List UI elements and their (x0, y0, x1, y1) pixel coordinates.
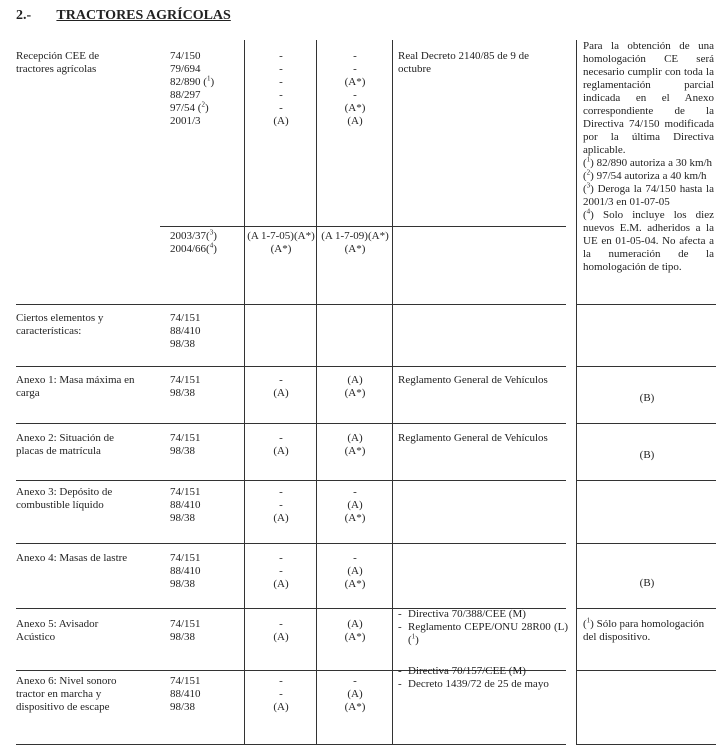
directive-number: 98/38 (170, 701, 196, 713)
col-b-mark: (A) (347, 499, 363, 511)
col-b-mark: (A*) (344, 243, 366, 255)
directive-number: 82/890 ($^1$) (170, 74, 215, 88)
column-rule (392, 40, 393, 744)
directive-number: 88/410 (170, 565, 201, 577)
row-subject: Ciertos elementos y (16, 312, 104, 324)
regulation-text: Reglamento General de Vehículos (398, 374, 548, 386)
directive-number: 2001/3 (170, 115, 201, 127)
row-subject: carga (16, 387, 40, 399)
col-a-mark: - (279, 102, 283, 114)
col-b-mark: (A*) (344, 631, 366, 643)
col-a-mark: - (279, 565, 283, 577)
col-a-mark: (A) (273, 512, 289, 524)
row-rule (576, 670, 716, 671)
col-b-mark: (A) (347, 565, 363, 577)
directive-number: 74/151 (170, 552, 201, 564)
col-b-mark: (A) (347, 115, 363, 127)
col-a-mark: - (279, 50, 283, 62)
col-a-mark: - (279, 618, 283, 630)
row-subject: Acústico (16, 631, 56, 643)
col-a-mark: - (279, 552, 283, 564)
directive-number: 88/410 (170, 499, 201, 511)
directive-number: 98/38 (170, 338, 196, 350)
row-subject: Anexo 2: Situación de (16, 432, 115, 444)
row-rule (576, 480, 716, 481)
row-rule (576, 543, 716, 544)
regulation-list: - Directiva 70/388/CEE (M) - Reglamento CEPE/ONU 28R00 (L) ($^1$) (398, 608, 568, 646)
col-a-mark: - (279, 76, 283, 88)
col-a-mark: - (279, 675, 283, 687)
section-number: 2.- (16, 8, 32, 23)
directive-number: 2003/37($^3$) (170, 228, 217, 242)
row-rule (16, 304, 566, 305)
row-subject: Anexo 1: Masa máxima en (16, 374, 135, 386)
directive-number: 98/38 (170, 387, 196, 399)
col-a-mark: - (279, 63, 283, 75)
directive-number: 79/694 (170, 63, 201, 75)
col-a-mark: (A 1-7-05)(A*) (247, 230, 315, 242)
note-mark: (B) (639, 392, 655, 404)
directive-number: 97/54 ($^2$) (170, 100, 209, 114)
col-b-mark: (A*) (344, 445, 366, 457)
row-subject: Anexo 6: Nivel sonoro (16, 675, 117, 687)
note-mark: (B) (639, 449, 655, 461)
col-b-mark: (A*) (344, 387, 366, 399)
col-b-mark: (A) (347, 432, 363, 444)
row-subject: Recepción CEE de (16, 50, 100, 62)
col-b-mark: (A) (347, 688, 363, 700)
col-b-mark: - (353, 89, 357, 101)
notes-cell: ($^1$) Sólo para homologación del dispositivo. (583, 616, 705, 643)
col-a-mark: (A*) (270, 243, 292, 255)
directive-number: 74/151 (170, 432, 201, 444)
row-subject: tractor en marcha y (16, 688, 102, 700)
col-a-mark: - (279, 374, 283, 386)
row-subject: combustible líquido (16, 499, 104, 511)
directive-number: 74/151 (170, 312, 201, 324)
col-b-mark: - (353, 63, 357, 75)
row-rule (576, 744, 716, 745)
directive-number: 74/151 (170, 675, 201, 687)
row-rule (576, 304, 716, 305)
directive-number: 74/151 (170, 374, 201, 386)
row-rule (16, 366, 566, 367)
note-mark: (B) (639, 577, 655, 589)
col-a-mark: - (279, 499, 283, 511)
directive-number: 88/410 (170, 325, 201, 337)
directive-number: 74/150 (170, 50, 201, 62)
row-subject: dispositivo de escape (16, 701, 110, 713)
col-b-mark: - (353, 50, 357, 62)
col-b-mark: - (353, 552, 357, 564)
col-b-mark: - (353, 486, 357, 498)
col-a-mark: - (279, 688, 283, 700)
row-subject: Anexo 3: Depósito de (16, 486, 113, 498)
col-a-mark: (A) (273, 631, 289, 643)
row-subject: tractores agrícolas (16, 63, 97, 75)
col-b-mark: - (353, 675, 357, 687)
row-subject: Anexo 4: Masas de lastre (16, 552, 128, 564)
row-rule (16, 543, 566, 544)
notes-cell: Para la obtención de una homologación CE será necesario cumplir con toda la reglamentación parcial indicada en el Anexo correspondiente de la Directiva 74/150 modificada por la última Directiva aplicable. ($^1$) 82/890 autoriza a 30 km/h ($^2$) 97/54 autoriza a 40 km/h ($^3$) Deroga la 74/150 hasta la 2001/3 en 01-07-05 ($^4$) Solo incluye los diez nuevos E.M. adheridos a la UE en 01-05-04. No afecta a la numeración de la homologación de tipo. (583, 40, 714, 273)
column-rule (316, 40, 317, 744)
row-rule (576, 423, 716, 424)
col-b-mark: (A*) (344, 76, 366, 88)
col-a-mark: (A) (273, 445, 289, 457)
row-rule (576, 366, 716, 367)
col-a-mark: (A) (273, 115, 289, 127)
directive-number: 98/38 (170, 512, 196, 524)
col-a-mark: - (279, 486, 283, 498)
column-rule (244, 40, 245, 744)
column-rule (576, 40, 577, 744)
row-subject: Anexo 5: Avisador (16, 618, 99, 630)
row-rule (16, 480, 566, 481)
col-a-mark: - (279, 89, 283, 101)
col-b-mark: (A 1-7-09)(A*) (321, 230, 389, 242)
regulation-text: Real Decreto 2140/85 de 9 de octubre (398, 50, 530, 75)
directive-number: 98/38 (170, 578, 196, 590)
directive-number: 88/297 (170, 89, 201, 101)
col-b-mark: (A*) (344, 701, 366, 713)
section-title: TRACTORES AGRÍCOLAS (56, 8, 231, 23)
col-a-mark: (A) (273, 387, 289, 399)
directive-number: 74/151 (170, 486, 201, 498)
directive-number: 2004/66($^4$) (170, 241, 217, 255)
directive-number: 98/38 (170, 631, 196, 643)
row-subject: características: (16, 325, 82, 337)
regulation-list: - Directiva 70/157/CEE (M) - Decreto 1439/72 de 25 de mayo (398, 665, 549, 690)
directive-number: 88/410 (170, 688, 201, 700)
row-rule (576, 608, 716, 609)
directive-number: 98/38 (170, 445, 196, 457)
col-b-mark: (A*) (344, 512, 366, 524)
row-rule (16, 423, 566, 424)
col-a-mark: (A) (273, 578, 289, 590)
col-b-mark: (A*) (344, 102, 366, 114)
row-rule (160, 226, 566, 227)
row-rule (16, 744, 566, 745)
directive-number: 74/151 (170, 618, 201, 630)
col-a-mark: - (279, 432, 283, 444)
col-b-mark: (A) (347, 374, 363, 386)
regulation-text: Reglamento General de Vehículos (398, 432, 548, 444)
col-a-mark: (A) (273, 701, 289, 713)
col-b-mark: (A*) (344, 578, 366, 590)
section-heading (16, 8, 231, 24)
col-b-mark: (A) (347, 618, 363, 630)
row-subject: placas de matrícula (16, 445, 101, 457)
